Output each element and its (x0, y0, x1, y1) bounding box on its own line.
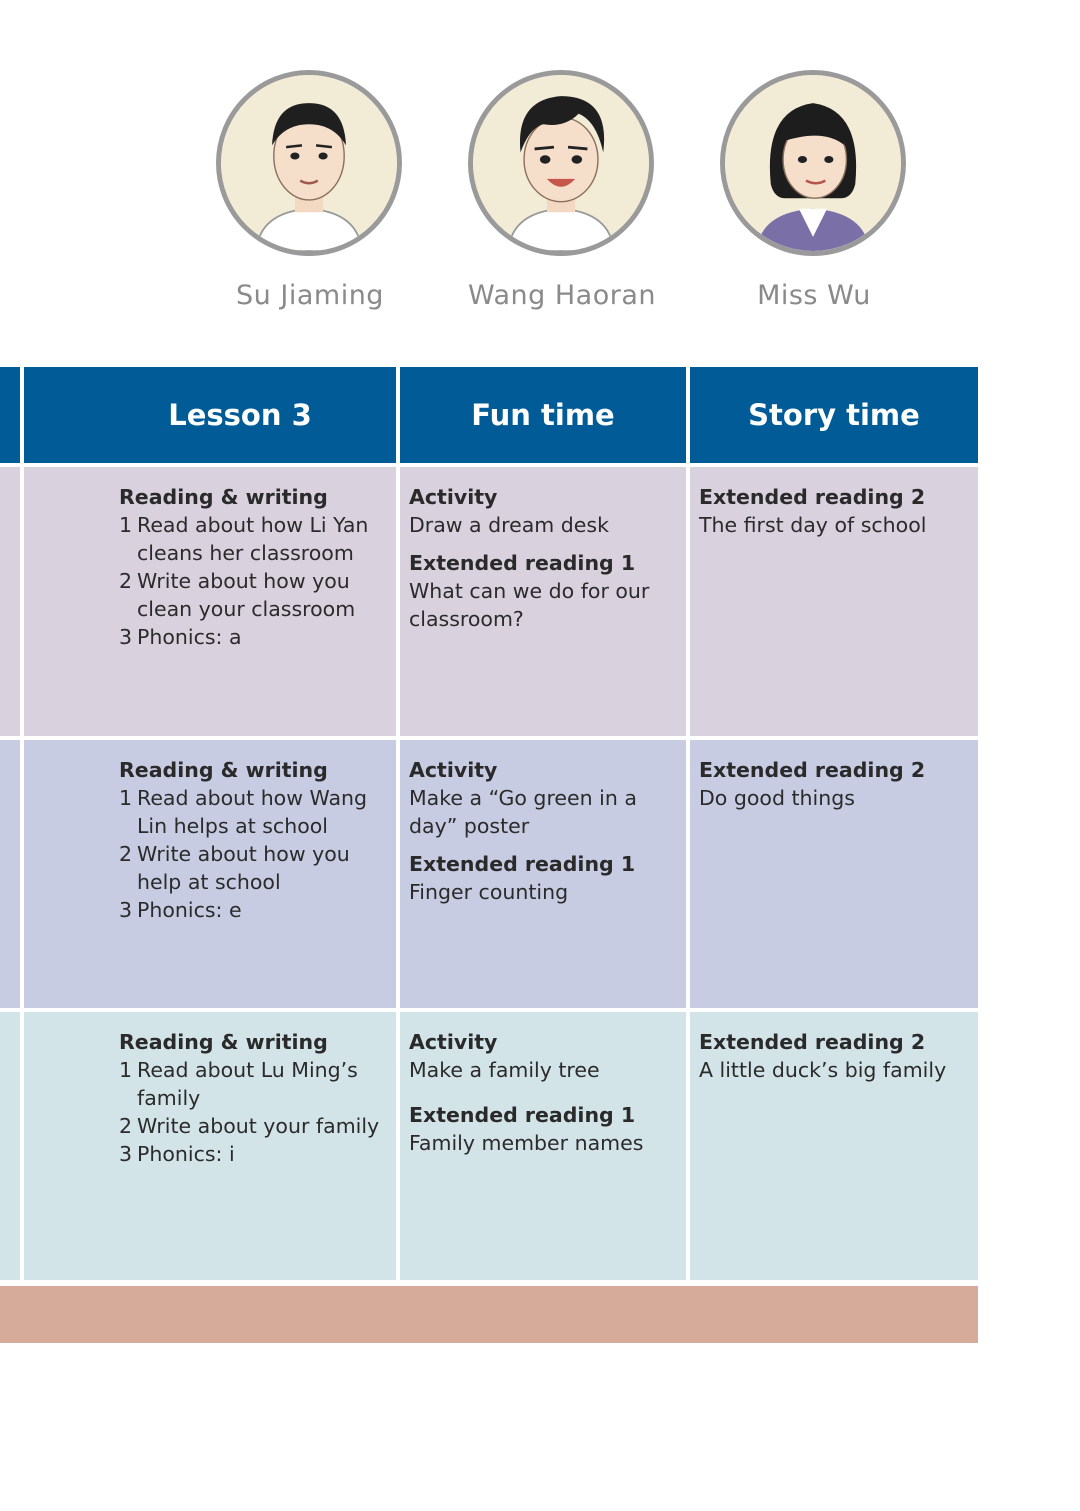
header-story-time: Story time (690, 367, 978, 463)
item-number: 2 (119, 842, 133, 866)
fun-time-cell (400, 1012, 686, 1280)
item-number: 1 (119, 1058, 133, 1082)
item-text: Write about how you clean your classroom (137, 569, 356, 621)
avatar-wang-haoran (468, 70, 654, 256)
item-number: 1 (119, 786, 133, 810)
character-name: Su Jiaming (236, 280, 384, 311)
extended-reading-title: Extended reading 1 (409, 852, 636, 876)
row-partial-cell (0, 1012, 20, 1280)
item-text: Read about how Li Yan cleans her classroom (137, 513, 369, 565)
item-number: 3 (119, 625, 133, 649)
item-text: Write about how you help at school (137, 842, 350, 894)
extended-reading-title: Extended reading 2 (699, 758, 926, 782)
list-item (119, 896, 388, 924)
footer-band (0, 1286, 978, 1343)
extended-reading-text: Finger counting (409, 880, 569, 904)
extended-reading-title: Extended reading 2 (699, 485, 926, 509)
item-text: Read about Lu Ming’s family (137, 1058, 358, 1110)
extended-reading-text: Family member names (409, 1131, 644, 1155)
story-time-cell (690, 467, 978, 736)
item-number: 2 (119, 569, 133, 593)
item-text: Phonics: e (137, 898, 242, 922)
lesson3-cell (24, 467, 396, 736)
activity-title: Activity (409, 1030, 498, 1054)
activity-text: Make a “Go green in a day” poster (409, 786, 637, 838)
item-text: Phonics: i (137, 1142, 235, 1166)
item-number: 3 (119, 1142, 133, 1166)
header-lesson-3: Lesson 3 (24, 367, 396, 463)
list-item (119, 567, 388, 623)
item-text: Write about your family (137, 1114, 380, 1138)
activity-title: Activity (409, 485, 498, 509)
row-partial-cell (0, 467, 20, 736)
avatar-miss-wu (720, 70, 906, 256)
character-name: Wang Haoran (468, 280, 656, 311)
item-number: 3 (119, 898, 133, 922)
extended-reading-title: Extended reading 1 (409, 1103, 636, 1127)
item-text: Phonics: a (137, 625, 242, 649)
item-text: Read about how Wang Lin helps at school (137, 786, 368, 838)
row-partial-cell (0, 740, 20, 1008)
list-item (119, 1140, 388, 1168)
header-cell-partial (0, 367, 20, 463)
extended-reading-title: Extended reading 2 (699, 1030, 926, 1054)
cell-title: Reading & writing (119, 1030, 328, 1054)
activity-text: Draw a dream desk (409, 513, 609, 537)
extended-reading-title: Extended reading 1 (409, 551, 636, 575)
item-number: 2 (119, 1114, 133, 1138)
lesson3-cell (24, 1012, 396, 1280)
fun-time-cell (400, 467, 686, 736)
list-item (119, 784, 388, 840)
cell-title: Reading & writing (119, 485, 328, 509)
lesson3-cell (24, 740, 396, 1008)
header-fun-time: Fun time (400, 367, 686, 463)
boy-smiling-portrait-icon (473, 75, 649, 251)
woman-portrait-icon (725, 75, 901, 251)
activity-text: Make a family tree (409, 1058, 600, 1082)
activity-title: Activity (409, 758, 498, 782)
character-name: Miss Wu (757, 280, 871, 311)
item-number: 1 (119, 513, 133, 537)
boy-portrait-icon (221, 75, 397, 251)
story-title: The first day of school (699, 513, 927, 537)
cell-title: Reading & writing (119, 758, 328, 782)
extended-reading-text: What can we do for our classroom? (409, 579, 650, 631)
story-title: A little duck’s big family (699, 1058, 947, 1082)
list-item (119, 840, 388, 896)
list-item (119, 511, 388, 567)
fun-time-cell (400, 740, 686, 1008)
story-title: Do good things (699, 786, 855, 810)
list-item (119, 623, 388, 651)
list-item (119, 1056, 388, 1112)
story-time-cell (690, 1012, 978, 1280)
avatar-su-jiaming (216, 70, 402, 256)
story-time-cell (690, 740, 978, 1008)
list-item (119, 1112, 388, 1140)
